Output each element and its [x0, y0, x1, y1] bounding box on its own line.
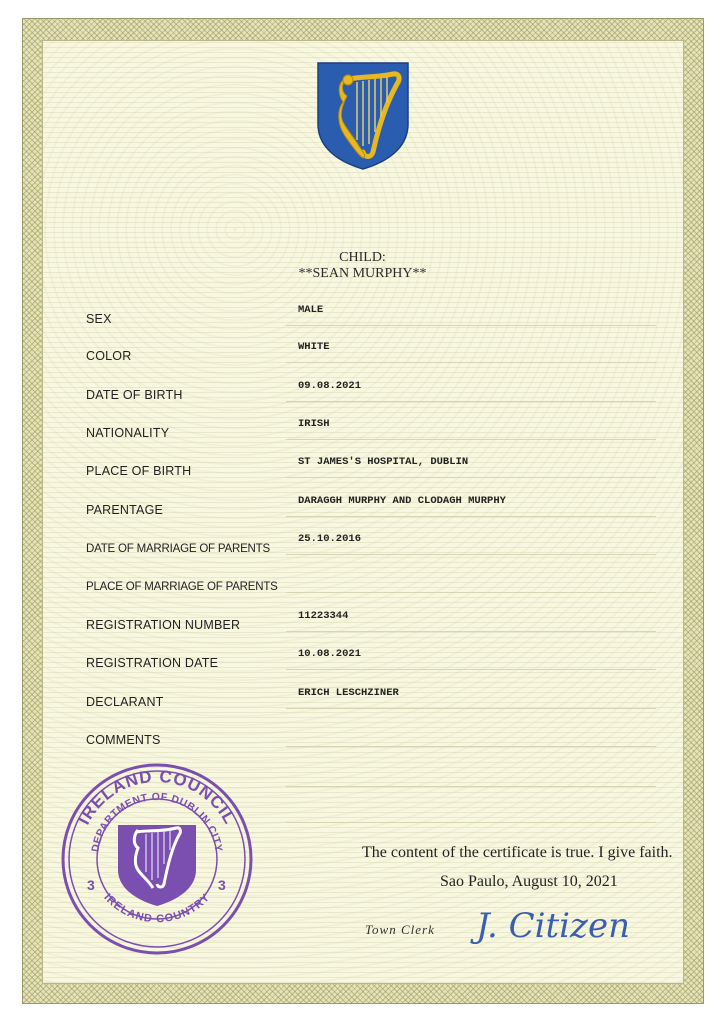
field-place-of-marriage [86, 569, 656, 599]
field-rule [286, 401, 656, 402]
field-label: COMMENTS [86, 733, 161, 747]
field-value: 11223344 [298, 610, 349, 622]
field-rule [286, 746, 656, 747]
field-color [86, 339, 656, 369]
field-comments [86, 723, 656, 753]
field-nationality [86, 416, 656, 446]
council-stamp [58, 760, 256, 958]
field-label: COLOR [86, 349, 132, 363]
child-name: **SEAN MURPHY** [298, 266, 427, 281]
field-value: DARAGGH MURPHY AND CLODAGH MURPHY [298, 495, 506, 507]
stamp-middle-text: DEPARTMENT OF DUBLIN CITY [89, 790, 225, 853]
stamp-harp-icon [118, 825, 196, 906]
field-label: SEX [86, 312, 112, 326]
field-declarant [86, 685, 656, 715]
signature-text: J. Citizen [476, 906, 630, 946]
stamp-left-number: 3 [87, 877, 95, 893]
field-label: PLACE OF BIRTH [86, 464, 192, 478]
field-rule [286, 554, 656, 555]
place-date: Sao Paulo, August 10, 2021 [440, 873, 618, 890]
field-label: DATE OF MARRIAGE OF PARENTS [86, 543, 270, 555]
field-label: NATIONALITY [86, 426, 170, 440]
field-value: 10.08.2021 [298, 648, 362, 660]
child-label: CHILD: [339, 250, 386, 265]
field-label: REGISTRATION NUMBER [86, 618, 241, 632]
stamp-bottom-text: IRELAND COUNTRY [101, 891, 213, 926]
harp-coat-of-arms-icon [317, 62, 409, 170]
field-rule [286, 631, 656, 632]
field-value: ERICH LESCHZINER [298, 687, 399, 699]
child-heading [0, 250, 725, 282]
field-rule [286, 592, 656, 593]
field-rule [286, 708, 656, 709]
signature [470, 895, 640, 955]
clerk-title: Town Clerk [365, 922, 435, 937]
field-rule [286, 516, 656, 517]
field-label: DECLARANT [86, 695, 164, 709]
field-rule [286, 669, 656, 670]
field-date-of-marriage [86, 531, 656, 561]
field-registration-date [86, 646, 656, 676]
field-rule [286, 325, 656, 326]
field-label: PARENTAGE [86, 503, 164, 517]
field-value: MALE [298, 304, 324, 316]
field-label: DATE OF BIRTH [86, 388, 183, 402]
comment-line [286, 822, 656, 823]
field-place-of-birth [86, 454, 656, 484]
faith-statement: The content of the certificate is true. I give faith. [362, 844, 673, 861]
field-rule [286, 477, 656, 478]
field-value: ST JAMES'S HOSPITAL, DUBLIN [298, 456, 469, 468]
field-rule [286, 439, 656, 440]
field-label: PLACE OF MARRIAGE OF PARENTS [86, 581, 278, 593]
comment-line [286, 786, 656, 787]
field-value: WHITE [298, 341, 330, 353]
field-parentage [86, 493, 656, 523]
field-value: 25.10.2016 [298, 533, 362, 545]
field-date-of-birth [86, 378, 656, 408]
field-value: 09.08.2021 [298, 380, 362, 392]
stamp-right-number: 3 [218, 877, 226, 893]
field-value: IRISH [298, 418, 330, 430]
field-label: REGISTRATION DATE [86, 656, 219, 670]
stamp-top-text: IRELAND COUNCIL [74, 766, 240, 828]
field-sex [86, 302, 656, 332]
field-registration-number [86, 608, 656, 638]
field-rule [286, 362, 656, 363]
